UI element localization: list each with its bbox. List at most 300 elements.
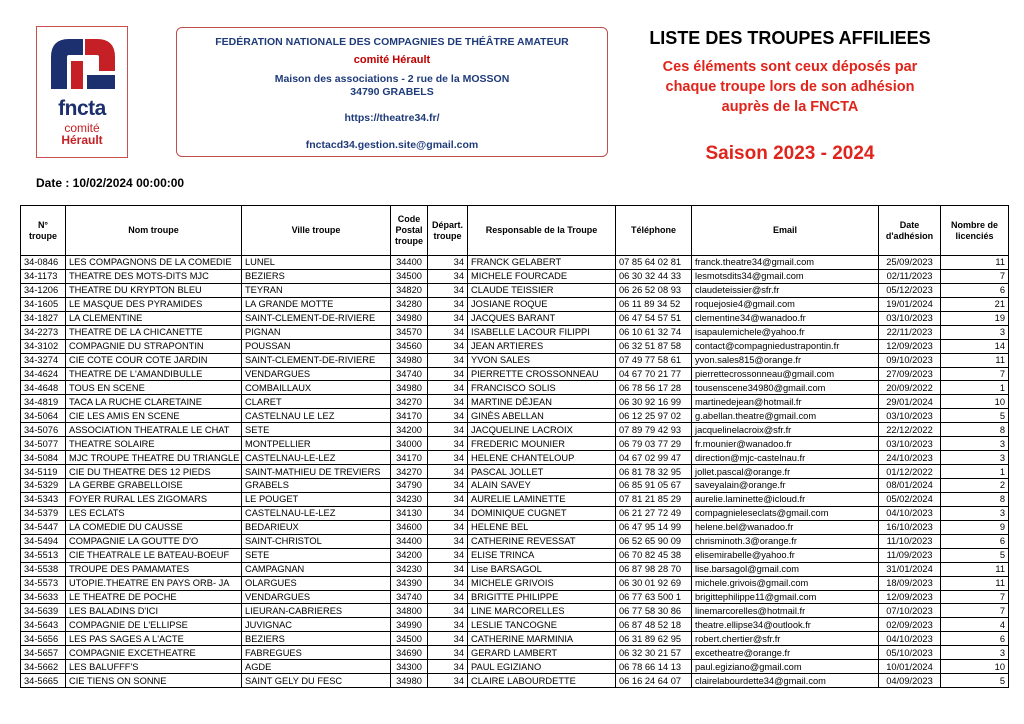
troupe-city-cell: BEDARIEUX	[242, 520, 391, 534]
email-cell[interactable]: paul.egiziano@gmail.com	[692, 660, 879, 674]
troupe-number-cell: 34-5494	[21, 534, 66, 548]
table-row	[21, 283, 1009, 297]
troupe-number-cell: 34-5076	[21, 423, 66, 437]
email-cell[interactable]: michele.grivois@gmail.com	[692, 576, 879, 590]
troupe-name-cell: COMPAGNIE DE L'ELLIPSE	[66, 618, 242, 632]
phone-cell: 06 52 65 90 09	[616, 534, 692, 548]
phone-cell: 06 16 24 64 07	[616, 674, 692, 688]
col-header: Date d'adhésion	[879, 206, 941, 256]
member-count-cell: 5	[941, 409, 1009, 423]
phone-cell: 07 89 79 42 93	[616, 423, 692, 437]
member-count-cell: 1	[941, 381, 1009, 395]
department-cell: 34	[428, 423, 468, 437]
troupe-city-cell: CASTELNAU LE LEZ	[242, 409, 391, 423]
troupe-name-cell: THEATRE DU KRYPTON BLEU	[66, 283, 242, 297]
troupe-number-cell: 34-5343	[21, 492, 66, 506]
postal-code-cell: 34790	[391, 479, 428, 493]
membership-date-cell: 03/10/2023	[879, 311, 941, 325]
phone-cell: 06 11 89 34 52	[616, 297, 692, 311]
member-count-cell: 3	[941, 506, 1009, 520]
email-cell[interactable]: g.abellan.theatre@gmail.com	[692, 409, 879, 423]
table-row	[21, 562, 1009, 576]
membership-date-cell: 02/11/2023	[879, 269, 941, 283]
manager-name-cell: JACQUELINE LACROIX	[468, 423, 616, 437]
department-cell: 34	[428, 492, 468, 506]
federation-city: 34790 GRABELS	[350, 86, 434, 98]
federation-box	[176, 27, 608, 157]
email-cell[interactable]: roquejosie4@gmail.com	[692, 297, 879, 311]
membership-date-cell: 29/01/2024	[879, 395, 941, 409]
manager-name-cell: AURELIE LAMINETTE	[468, 492, 616, 506]
member-count-cell: 11	[941, 353, 1009, 367]
manager-name-cell: CATHERINE REVESSAT	[468, 534, 616, 548]
troupe-number-cell: 34-5379	[21, 506, 66, 520]
membership-date-cell: 22/11/2023	[879, 325, 941, 339]
postal-code-cell: 34600	[391, 520, 428, 534]
membership-date-cell: 27/09/2023	[879, 367, 941, 381]
fncta-logo	[36, 26, 128, 158]
troupe-city-cell: SAINT GELY DU FESC	[242, 674, 391, 688]
troupe-name-cell: LA GERBE GRABELLOISE	[66, 479, 242, 493]
troupe-city-cell: LUNEL	[242, 256, 391, 270]
table-row	[21, 395, 1009, 409]
troupe-name-cell: THEATRE DES MOTS-DITS MJC	[66, 269, 242, 283]
troupe-number-cell: 34-5084	[21, 451, 66, 465]
troupe-number-cell: 34-2273	[21, 325, 66, 339]
phone-cell: 06 30 92 16 99	[616, 395, 692, 409]
department-cell: 34	[428, 548, 468, 562]
table-row	[21, 423, 1009, 437]
troupe-name-cell: COMPAGNIE EXCETHEATRE	[66, 646, 242, 660]
troupe-name-cell: COMPAGNIE DU STRAPONTIN	[66, 339, 242, 353]
troupe-number-cell: 34-5639	[21, 604, 66, 618]
troupe-city-cell: LA GRANDE MOTTE	[242, 297, 391, 311]
postal-code-cell: 34400	[391, 534, 428, 548]
troupe-name-cell: LES ECLATS	[66, 506, 242, 520]
troupe-city-cell: VENDARGUES	[242, 367, 391, 381]
department-cell: 34	[428, 479, 468, 493]
phone-cell: 06 12 25 97 02	[616, 409, 692, 423]
member-count-cell: 7	[941, 367, 1009, 381]
troupe-number-cell: 34-5119	[21, 465, 66, 479]
manager-name-cell: LESLIE TANCOGNE	[468, 618, 616, 632]
manager-name-cell: JACQUES BARANT	[468, 311, 616, 325]
membership-date-cell: 01/12/2022	[879, 465, 941, 479]
table-row	[21, 297, 1009, 311]
troupe-city-cell: SAINT-CHRISTOL	[242, 534, 391, 548]
manager-name-cell: CLAUDE TEISSIER	[468, 283, 616, 297]
table-row	[21, 339, 1009, 353]
troupe-number-cell: 34-5447	[21, 520, 66, 534]
troupe-city-cell: LE POUGET	[242, 492, 391, 506]
troupe-city-cell: CASTELNAU-LE-LEZ	[242, 506, 391, 520]
member-count-cell: 4	[941, 618, 1009, 632]
phone-cell: 06 47 54 57 51	[616, 311, 692, 325]
season-label: Saison 2023 - 2024	[705, 143, 875, 164]
table-row	[21, 534, 1009, 548]
troupe-number-cell: 34-1206	[21, 283, 66, 297]
membership-date-cell: 31/01/2024	[879, 562, 941, 576]
membership-date-cell: 03/10/2023	[879, 437, 941, 451]
member-count-cell: 5	[941, 674, 1009, 688]
table-header-row	[21, 206, 1009, 256]
member-count-cell: 8	[941, 423, 1009, 437]
email-cell[interactable]: fr.mounier@wanadoo.fr	[692, 437, 879, 451]
manager-name-cell: CLAIRE LABOURDETTE	[468, 674, 616, 688]
troupe-number-cell: 34-5656	[21, 632, 66, 646]
phone-cell: 04 67 70 21 77	[616, 367, 692, 381]
manager-name-cell: BRIGITTE PHILIPPE	[468, 590, 616, 604]
member-count-cell: 11	[941, 576, 1009, 590]
troupe-number-cell: 34-5064	[21, 409, 66, 423]
subtitle-line: auprès de la FNCTA	[721, 99, 859, 115]
phone-cell: 06 87 48 52 18	[616, 618, 692, 632]
phone-cell: 04 67 02 99 47	[616, 451, 692, 465]
postal-code-cell: 34570	[391, 325, 428, 339]
department-cell: 34	[428, 562, 468, 576]
member-count-cell: 6	[941, 283, 1009, 297]
email-cell[interactable]: robert.chertier@sfr.fr	[692, 632, 879, 646]
email-cell[interactable]: chrisminoth.3@orange.fr	[692, 534, 879, 548]
email-cell[interactable]: aurelie.laminette@icloud.fr	[692, 492, 879, 506]
troupe-number-cell: 34-5657	[21, 646, 66, 660]
phone-cell: 06 87 98 28 70	[616, 562, 692, 576]
federation-email-link[interactable]: fnctacd34.gestion.site@gmail.com	[305, 139, 479, 151]
table-row	[21, 604, 1009, 618]
phone-cell: 06 30 32 44 33	[616, 269, 692, 283]
col-header: Code Postal troupe	[391, 206, 428, 256]
manager-name-cell: ELISE TRINCA	[468, 548, 616, 562]
troupe-name-cell: UTOPIE.THEATRE EN PAYS ORB- JA	[66, 576, 242, 590]
troupe-number-cell: 34-4648	[21, 381, 66, 395]
department-cell: 34	[428, 674, 468, 688]
member-count-cell: 7	[941, 590, 1009, 604]
phone-cell: 06 30 01 92 69	[616, 576, 692, 590]
table-row	[21, 256, 1009, 270]
troupe-city-cell: CASTELNAU-LE-LEZ	[242, 451, 391, 465]
phone-cell: 06 10 61 32 74	[616, 325, 692, 339]
postal-code-cell: 34170	[391, 409, 428, 423]
troupe-city-cell: COMBAILLAUX	[242, 381, 391, 395]
manager-name-cell: PIERRETTE CROSSONNEAU	[468, 367, 616, 381]
membership-date-cell: 04/10/2023	[879, 632, 941, 646]
col-header: Téléphone	[616, 206, 692, 256]
phone-cell: 06 81 78 32 95	[616, 465, 692, 479]
phone-cell: 06 26 52 08 93	[616, 283, 692, 297]
postal-code-cell: 34230	[391, 492, 428, 506]
manager-name-cell: FRANCISCO SOLIS	[468, 381, 616, 395]
troupe-city-cell: SAINT-MATHIEU DE TREVIERS	[242, 465, 391, 479]
department-cell: 34	[428, 451, 468, 465]
department-cell: 34	[428, 604, 468, 618]
troupe-number-cell: 34-5662	[21, 660, 66, 674]
department-cell: 34	[428, 395, 468, 409]
email-cell[interactable]: elisemirabelle@yahoo.fr	[692, 548, 879, 562]
membership-date-cell: 24/10/2023	[879, 451, 941, 465]
email-cell[interactable]: contact@compagniedustrapontin.fr	[692, 339, 879, 353]
phone-cell: 06 77 58 30 86	[616, 604, 692, 618]
email-cell[interactable]: linemarcorelles@hotmail.fr	[692, 604, 879, 618]
troupe-city-cell: MONTPELLIER	[242, 437, 391, 451]
fncta-logo-mark-icon	[37, 27, 129, 99]
email-cell[interactable]: jollet.pascal@orange.fr	[692, 465, 879, 479]
troupe-name-cell: COMPAGNIE LA GOUTTE D'O	[66, 534, 242, 548]
department-cell: 34	[428, 465, 468, 479]
phone-cell: 06 78 66 14 13	[616, 660, 692, 674]
member-count-cell: 3	[941, 646, 1009, 660]
department-cell: 34	[428, 632, 468, 646]
membership-date-cell: 20/09/2022	[879, 381, 941, 395]
troupe-name-cell: CIE TIENS ON SONNE	[66, 674, 242, 688]
logo-brand: fncta	[58, 97, 106, 120]
email-cell[interactable]: helene.bel@wanadoo.fr	[692, 520, 879, 534]
department-cell: 34	[428, 311, 468, 325]
troupe-city-cell: TEYRAN	[242, 283, 391, 297]
email-cell[interactable]: clairelabourdette34@gmail.com	[692, 674, 879, 688]
troupe-number-cell: 34-5513	[21, 548, 66, 562]
subtitle-line: Ces éléments sont ceux déposés par	[662, 59, 918, 75]
postal-code-cell: 34820	[391, 283, 428, 297]
manager-name-cell: YVON SALES	[468, 353, 616, 367]
troupe-number-cell: 34-5665	[21, 674, 66, 688]
manager-name-cell: Lise BARSAGOL	[468, 562, 616, 576]
phone-cell: 06 47 95 14 99	[616, 520, 692, 534]
troupe-number-cell: 34-5077	[21, 437, 66, 451]
membership-date-cell: 12/09/2023	[879, 590, 941, 604]
member-count-cell: 7	[941, 269, 1009, 283]
table-row	[21, 548, 1009, 562]
troupe-name-cell: TROUPE DES PAMAMATES	[66, 562, 242, 576]
member-count-cell: 8	[941, 492, 1009, 506]
troupe-number-cell: 34-1173	[21, 269, 66, 283]
phone-cell: 07 49 77 58 61	[616, 353, 692, 367]
table-row	[21, 269, 1009, 283]
email-cell[interactable]: brigittephilippe11@gmail.com	[692, 590, 879, 604]
troupe-name-cell: LA CLEMENTINE	[66, 311, 242, 325]
postal-code-cell: 34270	[391, 465, 428, 479]
table-row	[21, 646, 1009, 660]
postal-code-cell: 34000	[391, 437, 428, 451]
troupe-city-cell: GRABELS	[242, 479, 391, 493]
department-cell: 34	[428, 353, 468, 367]
postal-code-cell: 34230	[391, 562, 428, 576]
department-cell: 34	[428, 409, 468, 423]
troupe-number-cell: 34-3274	[21, 353, 66, 367]
department-cell: 34	[428, 283, 468, 297]
postal-code-cell: 34300	[391, 660, 428, 674]
logo-sub2: Hérault	[61, 133, 103, 147]
member-count-cell: 1	[941, 465, 1009, 479]
table-row	[21, 381, 1009, 395]
membership-date-cell: 05/10/2023	[879, 646, 941, 660]
membership-date-cell: 11/10/2023	[879, 534, 941, 548]
department-cell: 34	[428, 256, 468, 270]
col-header: N° troupe	[21, 206, 66, 256]
postal-code-cell: 34400	[391, 256, 428, 270]
table-row	[21, 325, 1009, 339]
email-cell[interactable]: saveyalain@orange.fr	[692, 479, 879, 493]
troupe-number-cell: 34-5573	[21, 576, 66, 590]
member-count-cell: 5	[941, 548, 1009, 562]
email-cell[interactable]: franck.theatre34@gmail.com	[692, 256, 879, 270]
email-cell[interactable]: excetheatre@orange.fr	[692, 646, 879, 660]
department-cell: 34	[428, 590, 468, 604]
department-cell: 34	[428, 646, 468, 660]
manager-name-cell: PASCAL JOLLET	[468, 465, 616, 479]
member-count-cell: 11	[941, 256, 1009, 270]
troupe-name-cell: THEATRE DE L'AMANDIBULLE	[66, 367, 242, 381]
postal-code-cell: 34500	[391, 632, 428, 646]
table-row	[21, 367, 1009, 381]
manager-name-cell: PAUL EGIZIANO	[468, 660, 616, 674]
member-count-cell: 3	[941, 437, 1009, 451]
membership-date-cell: 02/09/2023	[879, 618, 941, 632]
postal-code-cell: 34200	[391, 423, 428, 437]
email-cell[interactable]: pierrettecrossonneau@gmail.com	[692, 367, 879, 381]
member-count-cell: 7	[941, 604, 1009, 618]
subtitle-line: chaque troupe lors de son adhésion	[665, 79, 915, 95]
troupe-city-cell: SAINT-CLEMENT-DE-RIVIERE	[242, 311, 391, 325]
phone-cell: 06 79 03 77 29	[616, 437, 692, 451]
troupe-city-cell: CLARET	[242, 395, 391, 409]
membership-date-cell: 19/01/2024	[879, 297, 941, 311]
phone-cell: 06 32 51 87 58	[616, 339, 692, 353]
manager-name-cell: HELENE BEL	[468, 520, 616, 534]
postal-code-cell: 34980	[391, 311, 428, 325]
membership-date-cell: 05/02/2024	[879, 492, 941, 506]
troupe-name-cell: MJC TROUPE THEATRE DU TRIANGLE	[66, 451, 242, 465]
troupe-number-cell: 34-5633	[21, 590, 66, 604]
postal-code-cell: 34980	[391, 674, 428, 688]
email-cell[interactable]: compagnieleseclats@gmail.com	[692, 506, 879, 520]
phone-cell: 06 77 63 500 1	[616, 590, 692, 604]
manager-name-cell: GERARD LAMBERT	[468, 646, 616, 660]
department-cell: 34	[428, 339, 468, 353]
postal-code-cell: 34980	[391, 353, 428, 367]
federation-address: Maison des associations - 2 rue de la MOSSON	[274, 73, 510, 85]
email-cell[interactable]: martinedejean@hotmail.fr	[692, 395, 879, 409]
member-count-cell: 11	[941, 562, 1009, 576]
department-cell: 34	[428, 367, 468, 381]
membership-date-cell: 08/01/2024	[879, 479, 941, 493]
email-cell[interactable]: claudeteissier@sfr.fr	[692, 283, 879, 297]
federation-name: FEDÉRATION NATIONALE DES COMPAGNIES DE THÉÂTRE AMATEUR	[215, 36, 569, 48]
member-count-cell: 10	[941, 395, 1009, 409]
troupe-city-cell: CAMPAGNAN	[242, 562, 391, 576]
table-row	[21, 479, 1009, 493]
department-cell: 34	[428, 269, 468, 283]
membership-date-cell: 25/09/2023	[879, 256, 941, 270]
table-row	[21, 506, 1009, 520]
phone-cell: 06 32 30 21 57	[616, 646, 692, 660]
department-cell: 34	[428, 297, 468, 311]
email-cell[interactable]: lise.barsagol@gmail.com	[692, 562, 879, 576]
troupe-name-cell: CIE THEATRALE LE BATEAU-BOEUF	[66, 548, 242, 562]
col-header: Responsable de la Troupe	[468, 206, 616, 256]
membership-date-cell: 11/09/2023	[879, 548, 941, 562]
table-row	[21, 660, 1009, 674]
postal-code-cell: 34270	[391, 395, 428, 409]
manager-name-cell: HELENE CHANTELOUP	[468, 451, 616, 465]
member-count-cell: 10	[941, 660, 1009, 674]
troupe-city-cell: LIEURAN-CABRIERES	[242, 604, 391, 618]
membership-date-cell: 09/10/2023	[879, 353, 941, 367]
manager-name-cell: ALAIN SAVEY	[468, 479, 616, 493]
postal-code-cell: 34990	[391, 618, 428, 632]
troupe-name-cell: ASSOCIATION THEATRALE LE CHAT	[66, 423, 242, 437]
postal-code-cell: 34800	[391, 604, 428, 618]
troupe-name-cell: LES COMPAGNONS DE LA COMEDIE	[66, 256, 242, 270]
department-cell: 34	[428, 506, 468, 520]
email-cell[interactable]: tousenscene34980@gmail.com	[692, 381, 879, 395]
col-header: Nombre de licenciés	[941, 206, 1009, 256]
email-cell[interactable]: jacquelinelacroix@sfr.fr	[692, 423, 879, 437]
email-cell[interactable]: clementine34@wanadoo.fr	[692, 311, 879, 325]
manager-name-cell: MICHELE FOURCADE	[468, 269, 616, 283]
phone-cell: 06 21 27 72 49	[616, 506, 692, 520]
department-cell: 34	[428, 437, 468, 451]
troupe-city-cell: POUSSAN	[242, 339, 391, 353]
col-header: Ville troupe	[242, 206, 391, 256]
manager-name-cell: MARTINE DÉJEAN	[468, 395, 616, 409]
email-cell[interactable]: isapaulemichele@yahoo.fr	[692, 325, 879, 339]
email-cell[interactable]: direction@mjc-castelnau.fr	[692, 451, 879, 465]
table-row	[21, 576, 1009, 590]
table-row	[21, 451, 1009, 465]
manager-name-cell: MICHELE GRIVOIS	[468, 576, 616, 590]
troupe-city-cell: AGDE	[242, 660, 391, 674]
table-row	[21, 590, 1009, 604]
troupe-city-cell: FABREGUES	[242, 646, 391, 660]
postal-code-cell: 34740	[391, 367, 428, 381]
troupe-city-cell: BEZIERS	[242, 269, 391, 283]
membership-date-cell: 04/09/2023	[879, 674, 941, 688]
troupe-name-cell: TACA LA RUCHE CLARETAINE	[66, 395, 242, 409]
manager-name-cell: GINÈS ABELLAN	[468, 409, 616, 423]
troupe-name-cell: CIE LES AMIS EN SCENE	[66, 409, 242, 423]
troupe-city-cell: VENDARGUES	[242, 590, 391, 604]
email-cell[interactable]: lesmotsdits34@gmail.com	[692, 269, 879, 283]
troupe-city-cell: PIGNAN	[242, 325, 391, 339]
email-cell[interactable]: yvon.sales815@orange.fr	[692, 353, 879, 367]
manager-name-cell: LINE MARCORELLES	[468, 604, 616, 618]
membership-date-cell: 10/01/2024	[879, 660, 941, 674]
postal-code-cell: 34170	[391, 451, 428, 465]
troupe-number-cell: 34-0846	[21, 256, 66, 270]
department-cell: 34	[428, 660, 468, 674]
membership-date-cell: 12/09/2023	[879, 339, 941, 353]
phone-cell: 06 78 56 17 28	[616, 381, 692, 395]
postal-code-cell: 34200	[391, 548, 428, 562]
department-cell: 34	[428, 520, 468, 534]
troupe-name-cell: LES BALUFFF'S	[66, 660, 242, 674]
department-cell: 34	[428, 618, 468, 632]
member-count-cell: 19	[941, 311, 1009, 325]
membership-date-cell: 07/10/2023	[879, 604, 941, 618]
troupe-name-cell: LA COMEDIE DU CAUSSE	[66, 520, 242, 534]
col-header: Départ. troupe	[428, 206, 468, 256]
email-cell[interactable]: theatre.ellipse34@outlook.fr	[692, 618, 879, 632]
phone-cell: 06 70 82 45 38	[616, 548, 692, 562]
federation-website-link[interactable]: https://theatre34.fr/	[344, 112, 440, 124]
membership-date-cell: 03/10/2023	[879, 409, 941, 423]
troupe-number-cell: 34-5643	[21, 618, 66, 632]
postal-code-cell: 34130	[391, 506, 428, 520]
troupe-number-cell: 34-3102	[21, 339, 66, 353]
table-body	[21, 256, 1009, 688]
member-count-cell: 9	[941, 520, 1009, 534]
manager-name-cell: DOMINIQUE CUGNET	[468, 506, 616, 520]
